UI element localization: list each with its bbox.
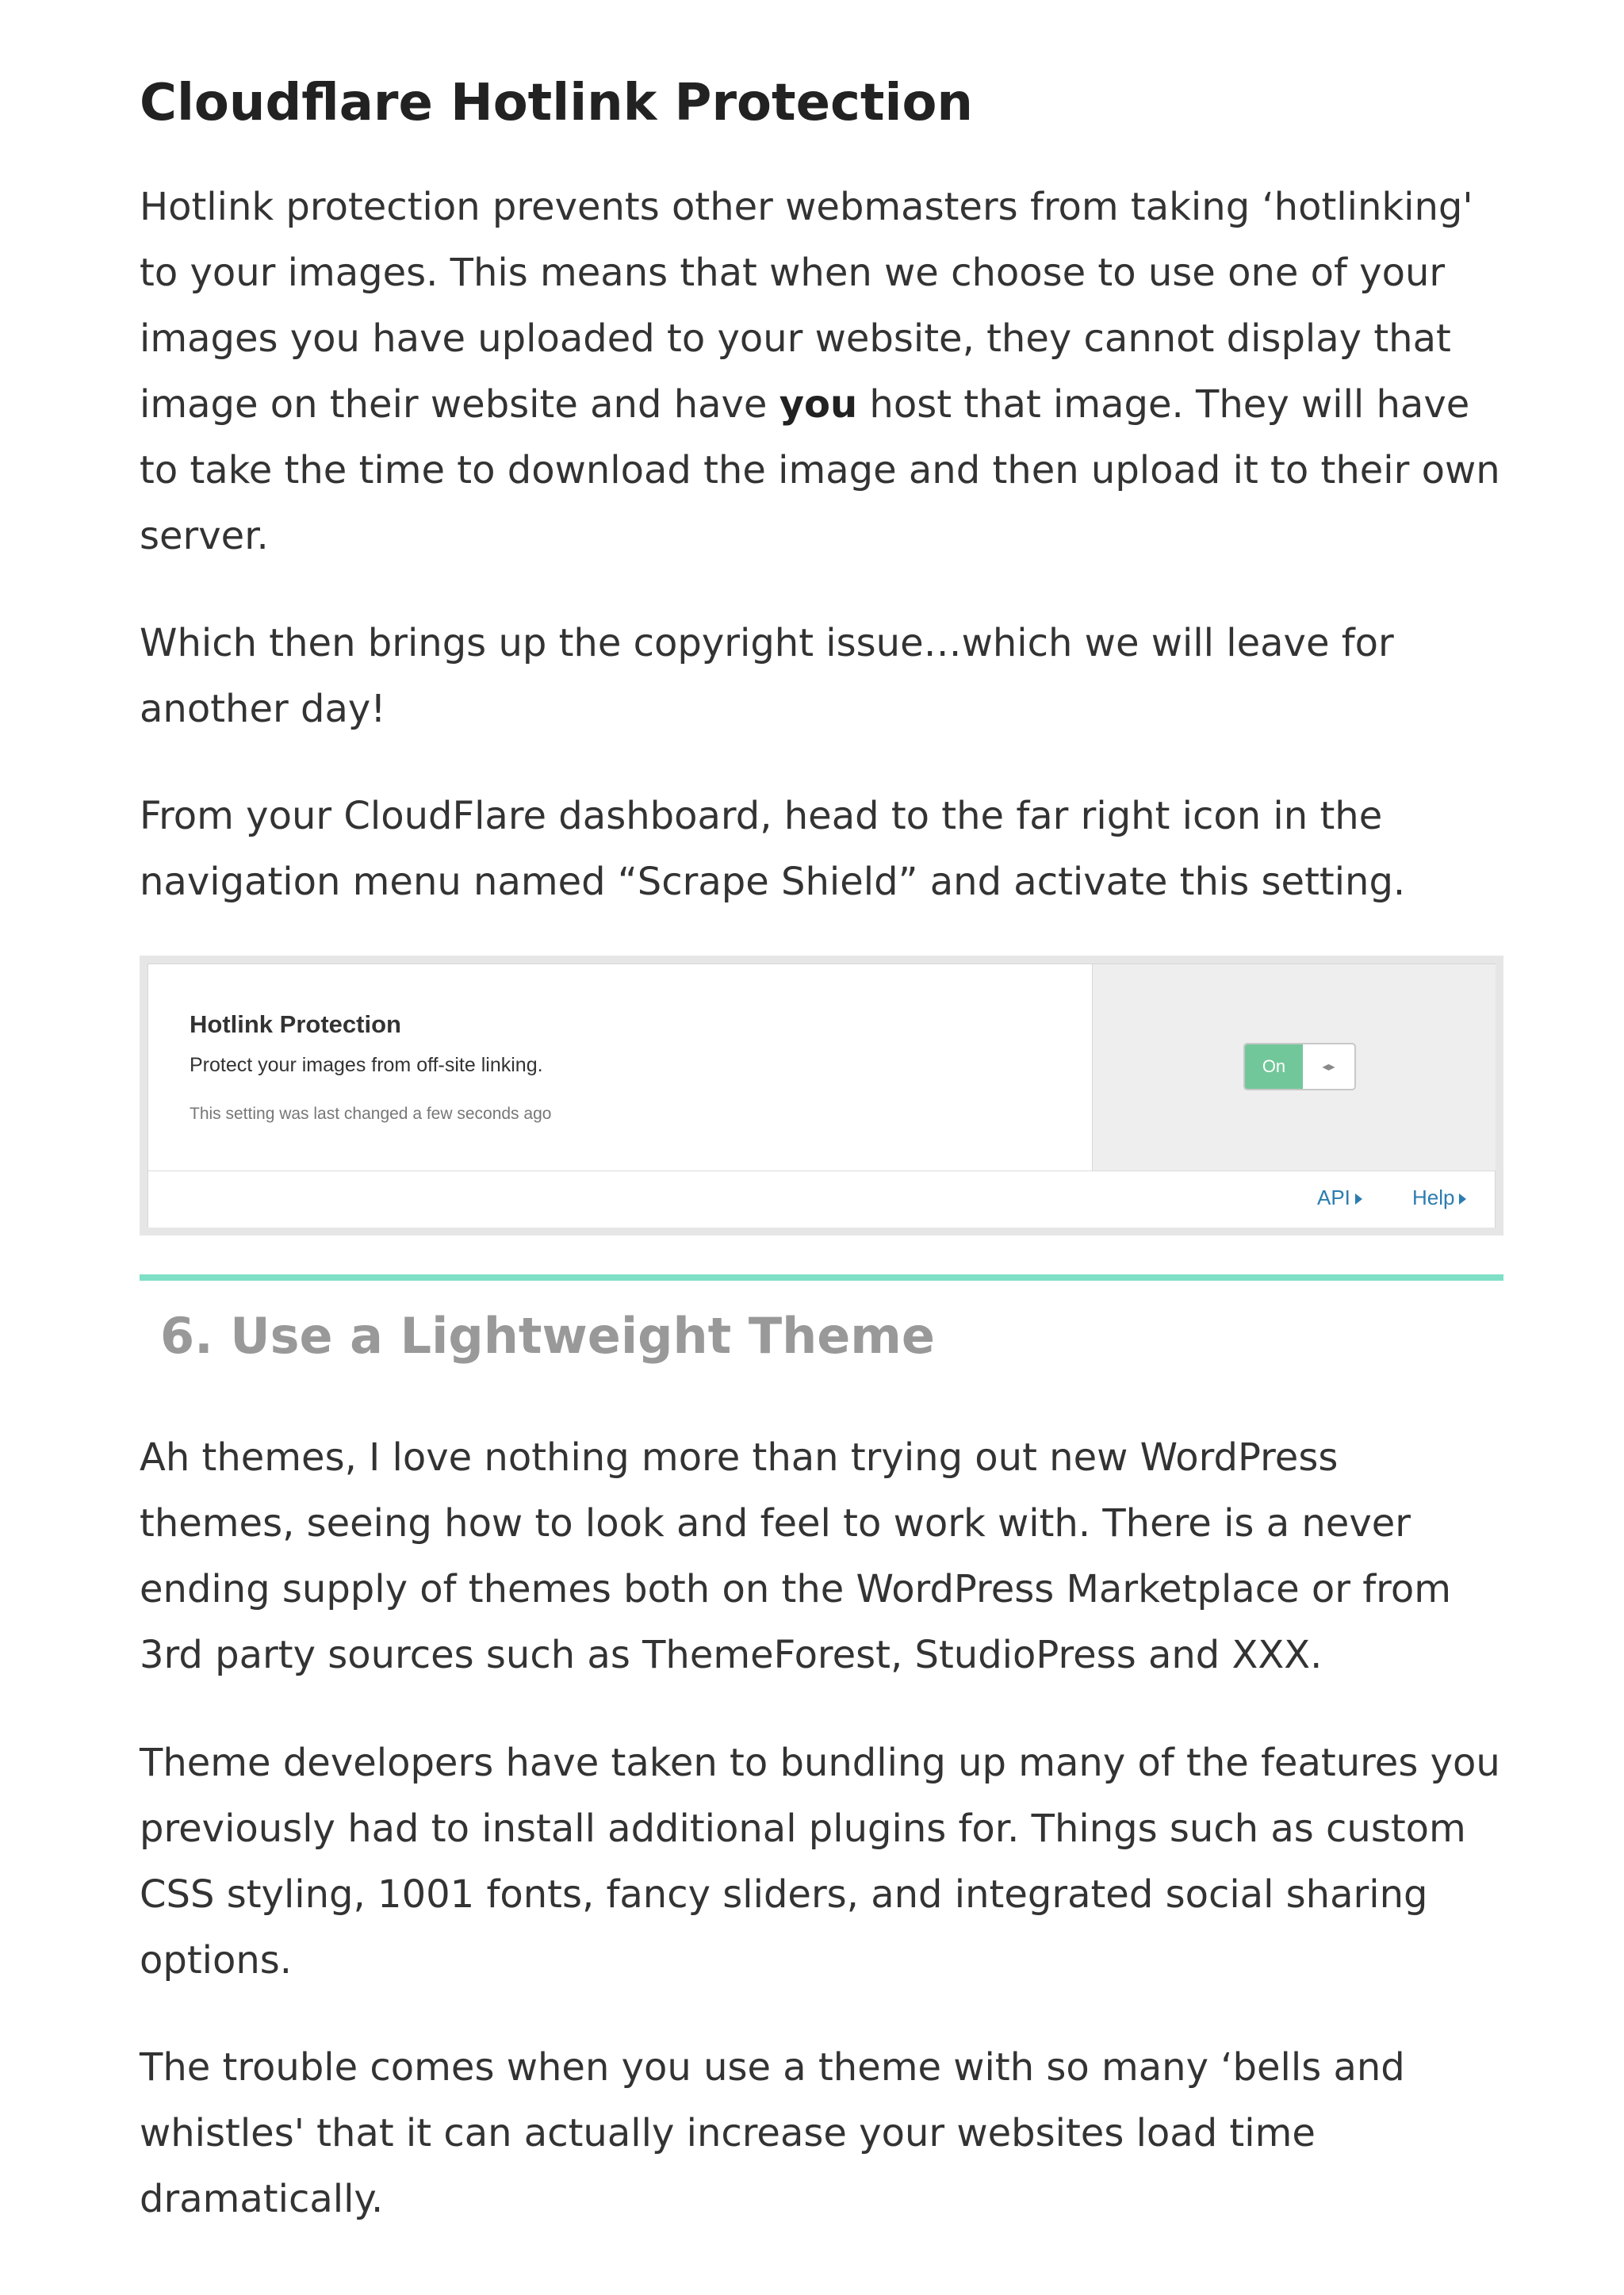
help-link[interactable] [1412,1186,1466,1210]
setting-description: Protect your images from off-site linking. [190,1054,543,1076]
caret-right-icon [1459,1193,1466,1205]
setting-last-changed: This setting was last changed a few seconds ago [190,1105,552,1123]
help-link-label: Help [1412,1186,1455,1209]
paragraph-hotlink-intro [140,174,1503,569]
emphasis-you: you [779,382,858,427]
api-link[interactable] [1317,1186,1362,1210]
setting-footer [148,1170,1495,1228]
paragraph-copyright: Which then brings up the copyright issue…which we will leave for another day! [140,621,1394,731]
hotlink-settings-panel [147,964,1496,1228]
hotlink-protection-screenshot [140,956,1503,1236]
paragraph-text: host that image. They will have to take the time to download the image and then upload it to their own server. [140,382,1500,558]
setting-control-area [1092,964,1496,1170]
paragraph-theme-developers: Theme developers have taken to bundling up many of the features you previously had to install additional plugins for. Things such as custom CSS styling, 1001 fonts, fancy sliders, and integrated social sharing options. [140,1741,1500,1983]
paragraph-text: Hotlink protection prevents other webmasters from taking ‘hotlinking' to your images. This means that when we choose to use one of your images you have uploaded to your website, they cannot display that image on their website and have [140,185,1473,427]
hotlink-toggle-switch[interactable] [1243,1043,1356,1090]
caret-right-icon [1355,1193,1362,1205]
paragraph-themes-intro: Ah themes, I love nothing more than trying out new WordPress themes, seeing how to look and feel to work with. There is a never ending supply of themes both on the WordPress Marketplace or from 3rd party sources such as ThemeForest, StudioPress and XXX. [140,1435,1451,1677]
toggle-on-label: On [1245,1044,1303,1089]
setting-title: Hotlink Protection [190,1010,401,1038]
api-link-label: API [1317,1186,1350,1209]
section-divider [140,1274,1503,1281]
section-heading-lightweight-theme: 6. Use a Lightweight Theme [160,1307,935,1365]
section-title: Cloudflare Hotlink Protection [140,74,973,132]
paragraph-theme-trouble: The trouble comes when you use a theme with so many ‘bells and whistles' that it can actually increase your websites load time dramatically. [140,2045,1405,2221]
paragraph-dashboard-instructions: From your CloudFlare dashboard, head to the far right icon in the navigation menu named “Scrape Shield” and activate this setting. [140,794,1406,904]
setting-info [148,964,1092,1170]
toggle-handle-arrows-icon[interactable]: ◂▸ [1322,1059,1335,1074]
